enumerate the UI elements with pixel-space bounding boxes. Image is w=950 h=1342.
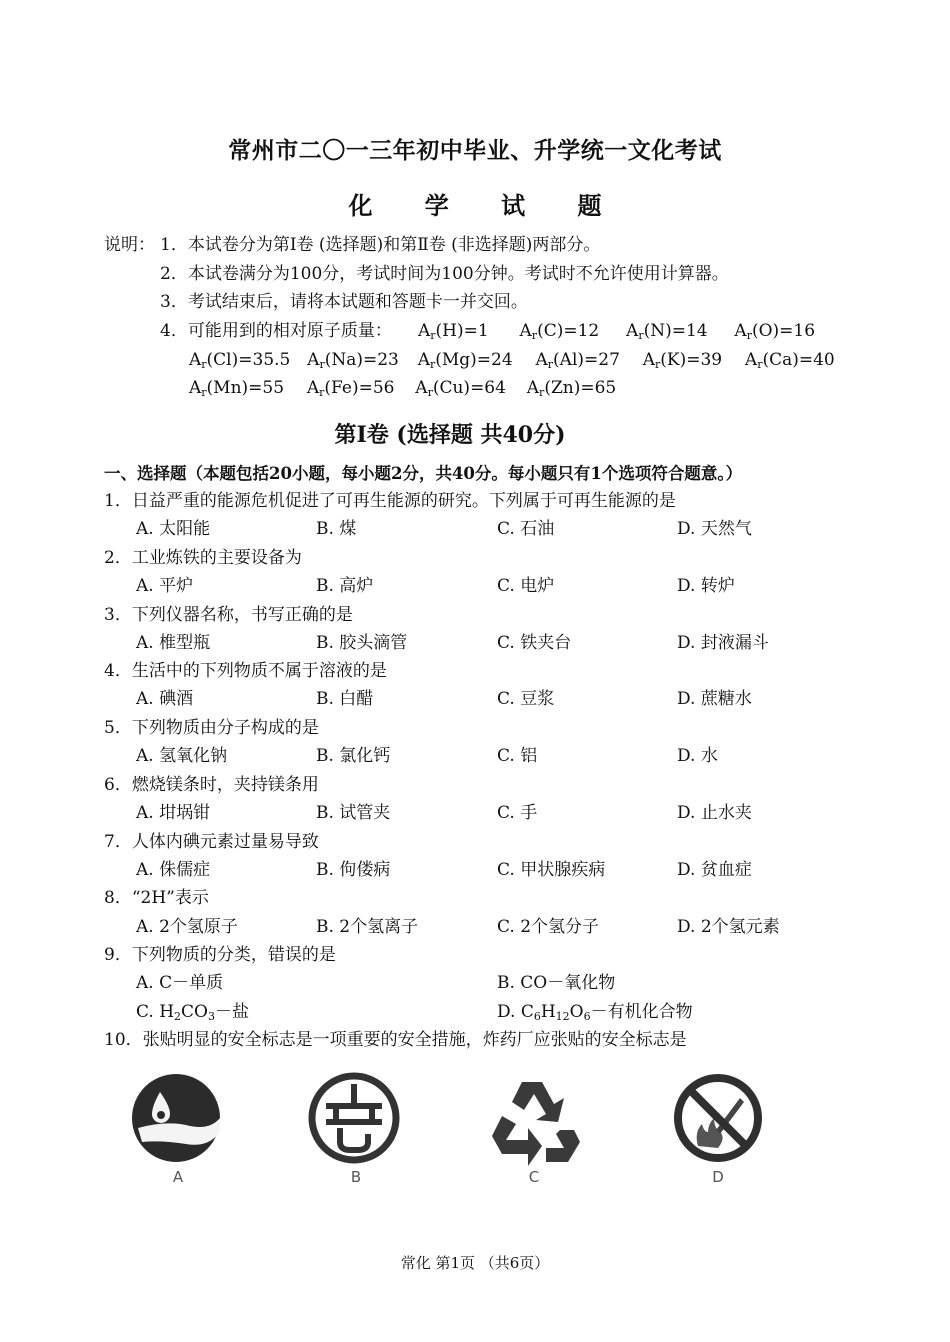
question-stem: 1．日益严重的能源危机促进了可再生能源的研究。下列属于可再生能源的是 [104, 491, 676, 511]
question-stem: 7．人体内碘元素过量易导致 [104, 832, 319, 852]
option-a: A. 太阳能 [136, 519, 211, 539]
exam-title: 常州市二〇一三年初中毕业、升学统一文化考试 [228, 138, 722, 164]
question-stem: 4．生活中的下列物质不属于溶液的是 [104, 661, 387, 681]
option-c: C. 铁夹台 [497, 633, 572, 653]
option-c: C. 电炉 [497, 576, 555, 596]
option-d: D. 蔗糖水 [677, 689, 752, 709]
green-food-sign-icon [306, 1070, 406, 1170]
option-c: C. 2个氢分子 [497, 917, 600, 937]
note-item: 3．考试结束后，请将本试题和答题卡一并交回。 [160, 292, 528, 312]
mass-row-3 [189, 377, 616, 399]
option-c: C. $H_2CO_3-$盐 [136, 1002, 249, 1023]
option-d: D. $C_6H_{12}O_6-$有机化合物 [497, 1002, 693, 1023]
water-saving-sign-icon [128, 1070, 228, 1170]
note-item: 2．本试卷满分为100分，考试时间为100分钟。考试时不允许使用计算器。 [160, 264, 729, 284]
safety-signs [128, 1062, 788, 1192]
option-d: D. 2个氢元素 [677, 917, 780, 937]
option-d: D. 天然气 [677, 519, 752, 539]
section-title: 第Ⅰ卷 (选择题 共40分) [334, 422, 566, 448]
mass-o: $A_r(O)=16$ [734, 321, 816, 342]
option-b: B. CO－氧化物 [497, 973, 616, 993]
recycling-sign-icon [484, 1070, 584, 1170]
mass-row-2 [189, 349, 835, 371]
option-a: A. 平炉 [136, 576, 194, 596]
option-a: A. 椎型瓶 [136, 633, 211, 653]
option-d: D. 转炉 [677, 576, 735, 596]
mass-mn: $A_r(Mn)=55$ [189, 378, 285, 399]
option-d: D. 封液漏斗 [677, 633, 769, 653]
option-a: A. C－单质 [136, 973, 224, 993]
option-d: D. 止水夹 [677, 803, 752, 823]
sign-option-b [306, 1062, 406, 1192]
part-heading: 一、选择题（本题包括20小题，每小题2分，共40分。每小题只有1个选项符合题意。） [104, 464, 743, 483]
option-a: A. 坩埚钳 [136, 803, 211, 823]
option-b: B. 试管夹 [316, 803, 391, 823]
no-fire-sign-icon [668, 1070, 768, 1170]
option-a: A. 碘酒 [136, 689, 194, 709]
question-stem: 3．下列仪器名称，书写正确的是 [104, 605, 353, 625]
question-stem: 8．“2H”表示 [104, 888, 209, 908]
question-stem: 5．下列物质由分子构成的是 [104, 718, 319, 738]
option-b: B. 氯化钙 [316, 746, 391, 766]
mass-c: $A_r(C)=12$ [519, 321, 600, 342]
mass-zn: $A_r(Zn)=65$ [526, 378, 617, 399]
mass-ca: $A_r(Ca)=40$ [744, 350, 835, 371]
question-stem: 2．工业炼铁的主要设备为 [104, 548, 302, 568]
question-stem: 10．张贴明显的安全标志是一项重要的安全措施，炸药厂应张贴的安全标志是 [104, 1030, 687, 1050]
note-item: 4．可能用到的相对原子质量： [160, 321, 392, 341]
option-c: C. 甲状腺疾病 [497, 860, 606, 880]
option-b: B. 白醋 [316, 689, 374, 709]
mass-mg: $A_r(Mg)=24$ [417, 350, 513, 371]
mass-fe: $A_r(Fe)=56$ [306, 378, 395, 399]
mass-na: $A_r(Na)=23$ [307, 350, 399, 371]
sign-label: C [528, 1168, 540, 1186]
option-c: C. 手 [497, 803, 538, 823]
option-b: B. 胶头滴管 [316, 633, 408, 653]
mass-n: $A_r(N)=14$ [626, 321, 708, 342]
option-b: B. 2个氢离子 [316, 917, 419, 937]
sign-label: A [172, 1168, 184, 1186]
sign-option-a [128, 1062, 228, 1192]
option-b: B. 煤 [316, 519, 357, 539]
option-c: C. 石油 [497, 519, 555, 539]
option-b: B. 高炉 [316, 576, 374, 596]
mass-k: $A_r(K)=39$ [642, 350, 723, 371]
option-d: D. 贫血症 [677, 860, 752, 880]
mass-cu: $A_r(Cu)=64$ [415, 378, 506, 399]
sign-label: B [350, 1168, 362, 1186]
option-b: B. 佝偻病 [316, 860, 391, 880]
option-a: A. 侏儒症 [136, 860, 211, 880]
subject-title: 化 学 试 题 [348, 192, 624, 220]
sign-label: D [712, 1168, 724, 1186]
option-a: A. 2个氢原子 [136, 917, 238, 937]
notes-label: 说明： [104, 235, 155, 255]
page-footer: 常化 第1页 （共6页） [400, 1254, 550, 1272]
note-item: 1．本试卷分为第Ⅰ卷 (选择题)和第Ⅱ卷 (非选择题)两部分。 [160, 235, 601, 255]
question-stem: 6．燃烧镁条时，夹持镁条用 [104, 775, 319, 795]
question-stem: 9．下列物质的分类，错误的是 [104, 945, 336, 965]
mass-cl: $A_r(Cl)=35.5$ [189, 350, 291, 371]
sign-option-c [484, 1062, 584, 1192]
mass-h: $A_r(H)=1$ [418, 321, 489, 342]
option-c: C. 豆浆 [497, 689, 555, 709]
sign-option-d [668, 1062, 768, 1192]
option-d: D. 水 [677, 746, 718, 766]
mass-row-1 [418, 320, 815, 342]
option-c: C. 铝 [497, 746, 538, 766]
option-a: A. 氢氧化钠 [136, 746, 228, 766]
mass-al: $A_r(Al)=27$ [535, 350, 620, 371]
